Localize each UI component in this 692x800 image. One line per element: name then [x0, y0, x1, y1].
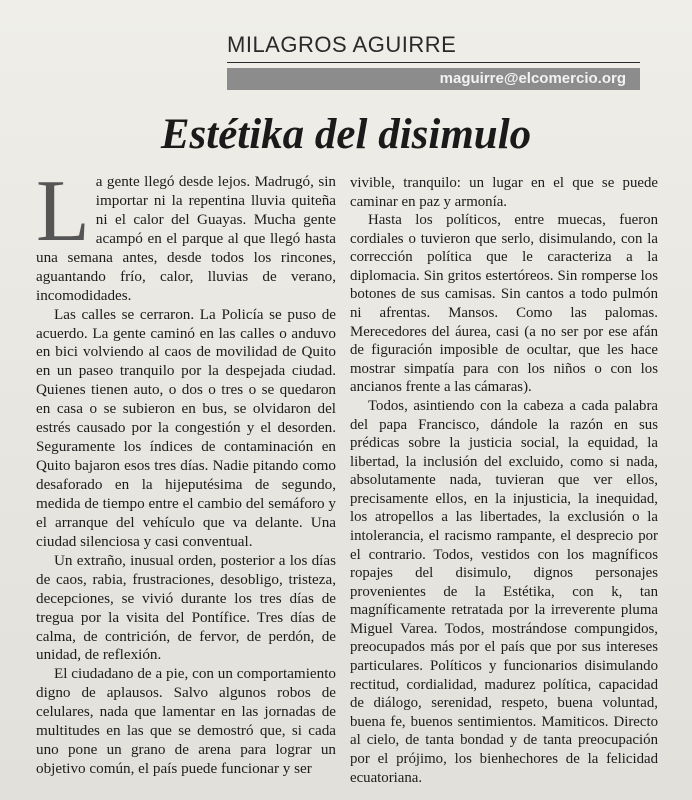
author-name: MILAGROS AGUIRRE	[227, 32, 457, 57]
drop-cap: L	[36, 163, 90, 260]
article-paragraph: Hasta los políticos, entre muecas, fueron cordiales o tuvieron que serlo, disimulando, con la corrección política que le caracteriza a la diplomacia. Sin gritos estertóreos. Sin romperse los botones de sus camisas. Sin cantos a todo pulmón ni afrentas. Mansos. Como las palomas. Merecedores del áurea, casi (a no ser por ese afán de figuración imposible de ocultar, que les hace mostrar simpatía para con los niños o con los ancianos frente a las cámaras).	[350, 212, 658, 396]
article-column-right	[350, 174, 658, 787]
paragraph-text: a gente llegó desde lejos. Madrugó, sin importar ni la repentina lluvia quiteña ni el calor del Guayas. Mucha gente acampó en el parque al que llegó hasta una semana antes, desde todos los rincones, aguantando frío, calor, lluvias de verano, incomodidades.	[36, 173, 336, 304]
article-column-left	[36, 163, 336, 779]
article-title: Estétika del disimulo	[160, 111, 532, 158]
email-bar	[227, 68, 640, 90]
author-email: maguirre@elcomercio.org	[439, 70, 626, 87]
article-paragraph: vivible, tranquilo: un lugar en el que se puede caminar en paz y armonía.	[350, 175, 658, 210]
header-rule	[227, 62, 640, 63]
article-paragraph: Un extraño, inusual orden, posterior a los días de caos, rabia, frustraciones, desobligo, tristeza, decepciones, se vivió durante los tres días de tregua por la visita del Pontífice. Tres días de calma, de contrición, de fervor, de perdón, de unidad, de reflexión.	[36, 551, 336, 664]
article-paragraph	[36, 163, 336, 306]
article-paragraph: Todos, asintiendo con la cabeza a cada palabra del papa Francisco, dándole la razón en sus prédicas sobre la justicia social, la equidad, la libertad, la inclusión del excluido, como si nada, absolutamente nada, tuvieran que ver ellos, precisamente ellos, en la injusticia, la inequidad, los atropellos a las libertades, la exclusión o la intolerancia, el racismo rampante, el desprecio por el contrario. Todos, vestidos con los magníficos ropajes del disimulo, dignos personajes provenientes de la Estétika, con k, tan magníficamente retratada por la irreverente pluma Miguel Varea. Todos, mostrándose compungidos, preocupados más por el país que por sus intereses particulares. Políticos y funcionarios disimulando rectitud, cordialidad, madurez política, capacidad de diálogo, serenidad, respeto, buena voluntad, buena fe, buenos sentimientos. Mamiticos. Directo al cielo, de tanta bondad y de tanta preocupación por el prójimo, los bienhechores de la felicidad ecuatoriana.	[350, 397, 658, 786]
article-paragraph: El ciudadano de a pie, con un comportamiento digno de aplausos. Salvo algunos robos de celulares, nada que lamentar en las jornadas de multitudes en las que se demostró que, si cada uno pone un grano de arena para lograr un objetivo común, el país puede funcionar y ser	[36, 665, 336, 778]
article-paragraph: Las calles se cerraron. La Policía se puso de acuerdo. La gente caminó en las calles o anduvo en bici volviendo al caos de movilidad de Quito en un paseo tranquilo por la despejada ciudad. Quienes tienen auto, o dos o tres o se quedaron en casa o se subieron en bus, se olvidaron del estrés causado por la congestión y el desorden. Seguramente los índices de contaminación en Quito bajaron esos tres días. Nadie pitando como desaforado en la hijeputésima de segundo, medida de tiempo entre el cambio del semáforo y el arranque del vehículo que va delante. Una ciudad silenciosa y casi conventual.	[36, 305, 336, 550]
